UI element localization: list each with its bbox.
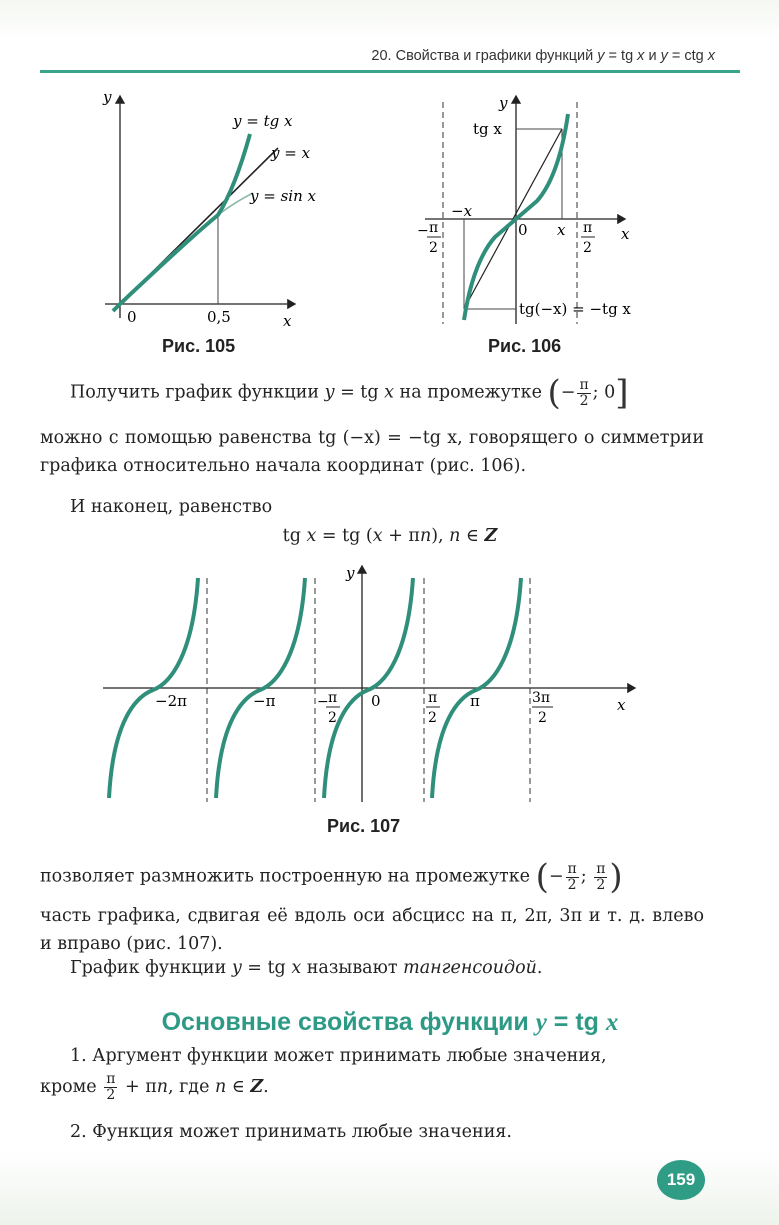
formula-n: n — [419, 526, 432, 546]
p1-frac-num: π — [579, 376, 589, 393]
property-2: 2. Функция может принимать любые значения. — [70, 1122, 512, 1142]
fig106-y-label: y — [499, 94, 508, 112]
i1-plus-pi: + π — [119, 1077, 157, 1097]
i1-in: ∈ — [226, 1077, 251, 1097]
p6-text-b: называют — [301, 958, 404, 978]
fig106-right-pi: π — [583, 220, 593, 236]
fig107-tick-3half-two: 2 — [538, 710, 547, 726]
paragraph-2: можно с помощью равенства tg (−x) = −tg x, говорящего о симметрии графика относительно начала координат (рис. 106). — [40, 428, 704, 476]
formula-part-c: + π — [382, 526, 420, 546]
heading-text: Основные свойства функции — [161, 1008, 536, 1036]
fig105-y-label: y — [103, 88, 112, 106]
formula-x2: x — [372, 526, 383, 546]
fig106-x-label: x — [621, 225, 630, 243]
i1-where: , где — [168, 1077, 215, 1097]
fig105-label-sin: y = sin x — [250, 187, 316, 205]
header-eq2: = ctg — [667, 48, 708, 64]
fig107-tick-3half-num: 3π — [532, 690, 551, 706]
fig107-tick-pi: π — [470, 692, 480, 710]
p1-semi-zero: ; 0 — [592, 382, 616, 403]
i1-fraction — [104, 1072, 117, 1103]
i1-text: кроме — [40, 1077, 103, 1097]
fig107-origin: 0 — [371, 692, 381, 710]
fig107-tick-mhalf-minus: − — [317, 694, 329, 710]
i1-period: . — [263, 1077, 269, 1097]
p4-open-paren: ( — [535, 857, 549, 897]
i1-n: n — [156, 1077, 168, 1097]
figure-106 — [415, 92, 665, 332]
fig106-right-two: 2 — [583, 240, 592, 256]
p1-var-x: x — [384, 382, 394, 403]
p4-frac2-num: π — [596, 860, 606, 877]
fig105-origin: 0 — [127, 308, 137, 326]
property-1-line-2 — [40, 1072, 740, 1103]
header-and: и — [644, 48, 661, 64]
p4-minus: − — [548, 866, 564, 887]
p4-semi: ; — [580, 866, 593, 887]
p1-var-y: y — [324, 382, 335, 403]
p1-eq: = tg — [334, 382, 385, 403]
header-eq: = tg — [604, 48, 638, 64]
p1-text-b: на промежутке — [393, 382, 548, 403]
fig106-left-two: 2 — [429, 240, 438, 256]
i1-frac-num: π — [106, 1071, 116, 1087]
fig107-tick-half-two: 2 — [428, 710, 437, 726]
p1-text: Получить график функции — [70, 382, 325, 403]
paragraph-3: И наконец, равенство — [70, 497, 273, 517]
header-text: 20. Свойства и графики функций — [371, 48, 598, 64]
formula-periodicity — [40, 522, 740, 550]
fig105-caption: Рис. 105 — [162, 336, 236, 356]
header-rule — [40, 70, 740, 73]
fig106-tg-neg-label: tg(−x) = −tg x — [519, 300, 631, 318]
fig107-x-label: x — [617, 696, 626, 714]
paragraph-6 — [70, 954, 750, 982]
fig106-left-minus: − — [417, 223, 429, 239]
fig107-caption: Рис. 107 — [327, 816, 401, 836]
fig106-caption: Рис. 106 — [488, 336, 562, 356]
formula-x: x — [306, 526, 317, 546]
p6-period: . — [536, 958, 543, 978]
p4-fraction-1 — [566, 862, 579, 893]
p4-frac1-den: 2 — [567, 876, 577, 893]
formula-n2: n — [449, 526, 461, 546]
header-var-y2: y — [660, 48, 668, 64]
heading-eq: = tg — [546, 1008, 606, 1036]
fig107-tick-mhalf-pi: π — [328, 690, 338, 706]
p6-eq: = tg — [241, 958, 292, 978]
fig107-tick-half-pi: π — [428, 690, 438, 706]
i1-Z: Z — [250, 1077, 264, 1097]
fig106-left-pi: π — [429, 220, 439, 236]
formula-part-d: ), — [431, 526, 450, 546]
fig106-minus-x: −x — [451, 202, 473, 220]
formula-in: ∈ — [460, 526, 485, 546]
formula-Z: Z — [484, 526, 498, 546]
formula-part-a: tg — [282, 526, 307, 546]
fig106-tgx: tg x — [473, 120, 502, 138]
running-header — [285, 48, 715, 64]
fig106-x-tick: x — [557, 221, 566, 239]
i1-n2: n — [215, 1077, 227, 1097]
formula-part-b: = tg ( — [316, 526, 373, 546]
fig107-tick-mpi: −π — [253, 692, 276, 710]
p1-close-bracket: ] — [615, 373, 629, 413]
p1-minus: − — [560, 382, 576, 403]
p1-fraction — [577, 378, 590, 409]
fig105-label-x: y = x — [271, 144, 311, 162]
heading-var-y: y — [535, 1009, 547, 1036]
fig105-tick-05: 0,5 — [207, 308, 231, 326]
header-var-y: y — [597, 48, 605, 64]
paragraph-5: часть графика, сдвигая её вдоль оси абсцисс на π, 2π, 3π и т. д. влево и вправо (рис. 107). — [40, 906, 704, 954]
property-1-line-1: 1. Аргумент функции может принимать любые значения, — [70, 1046, 607, 1066]
p4-close-paren: ) — [609, 857, 623, 897]
p6-term: тангенсоидой — [403, 958, 537, 978]
p4-text: позволяет размножить построенную на промежутке — [40, 866, 536, 887]
fig107-tick-m2pi: −2π — [155, 692, 187, 710]
i1-frac-den: 2 — [106, 1087, 116, 1103]
header-var-x: x — [637, 48, 645, 64]
paragraph-1 — [70, 373, 750, 413]
figure-107 — [95, 562, 645, 807]
page-number-badge: 159 — [657, 1160, 705, 1200]
p1-open-paren: ( — [547, 373, 561, 413]
p4-frac2-den: 2 — [596, 876, 606, 893]
section-heading — [40, 1008, 740, 1037]
fig107-y-label: y — [346, 564, 355, 582]
p6-text: График функции — [70, 958, 232, 978]
fig105-tan-curve — [113, 134, 250, 311]
fig105-label-tg: y = tg x — [233, 112, 293, 130]
fig106-origin: 0 — [518, 221, 528, 239]
p1-frac-den: 2 — [579, 392, 589, 409]
p4-frac1-num: π — [567, 860, 577, 877]
fig107-tick-mhalf-two: 2 — [328, 710, 337, 726]
p4-fraction-2 — [594, 862, 607, 893]
p6-var-x: x — [291, 958, 302, 978]
heading-var-x: x — [605, 1009, 619, 1036]
header-var-x2: x — [707, 48, 715, 64]
paragraph-4 — [40, 857, 740, 897]
figure-105 — [95, 88, 345, 333]
p6-var-y: y — [231, 958, 242, 978]
fig105-x-label: x — [283, 312, 292, 330]
